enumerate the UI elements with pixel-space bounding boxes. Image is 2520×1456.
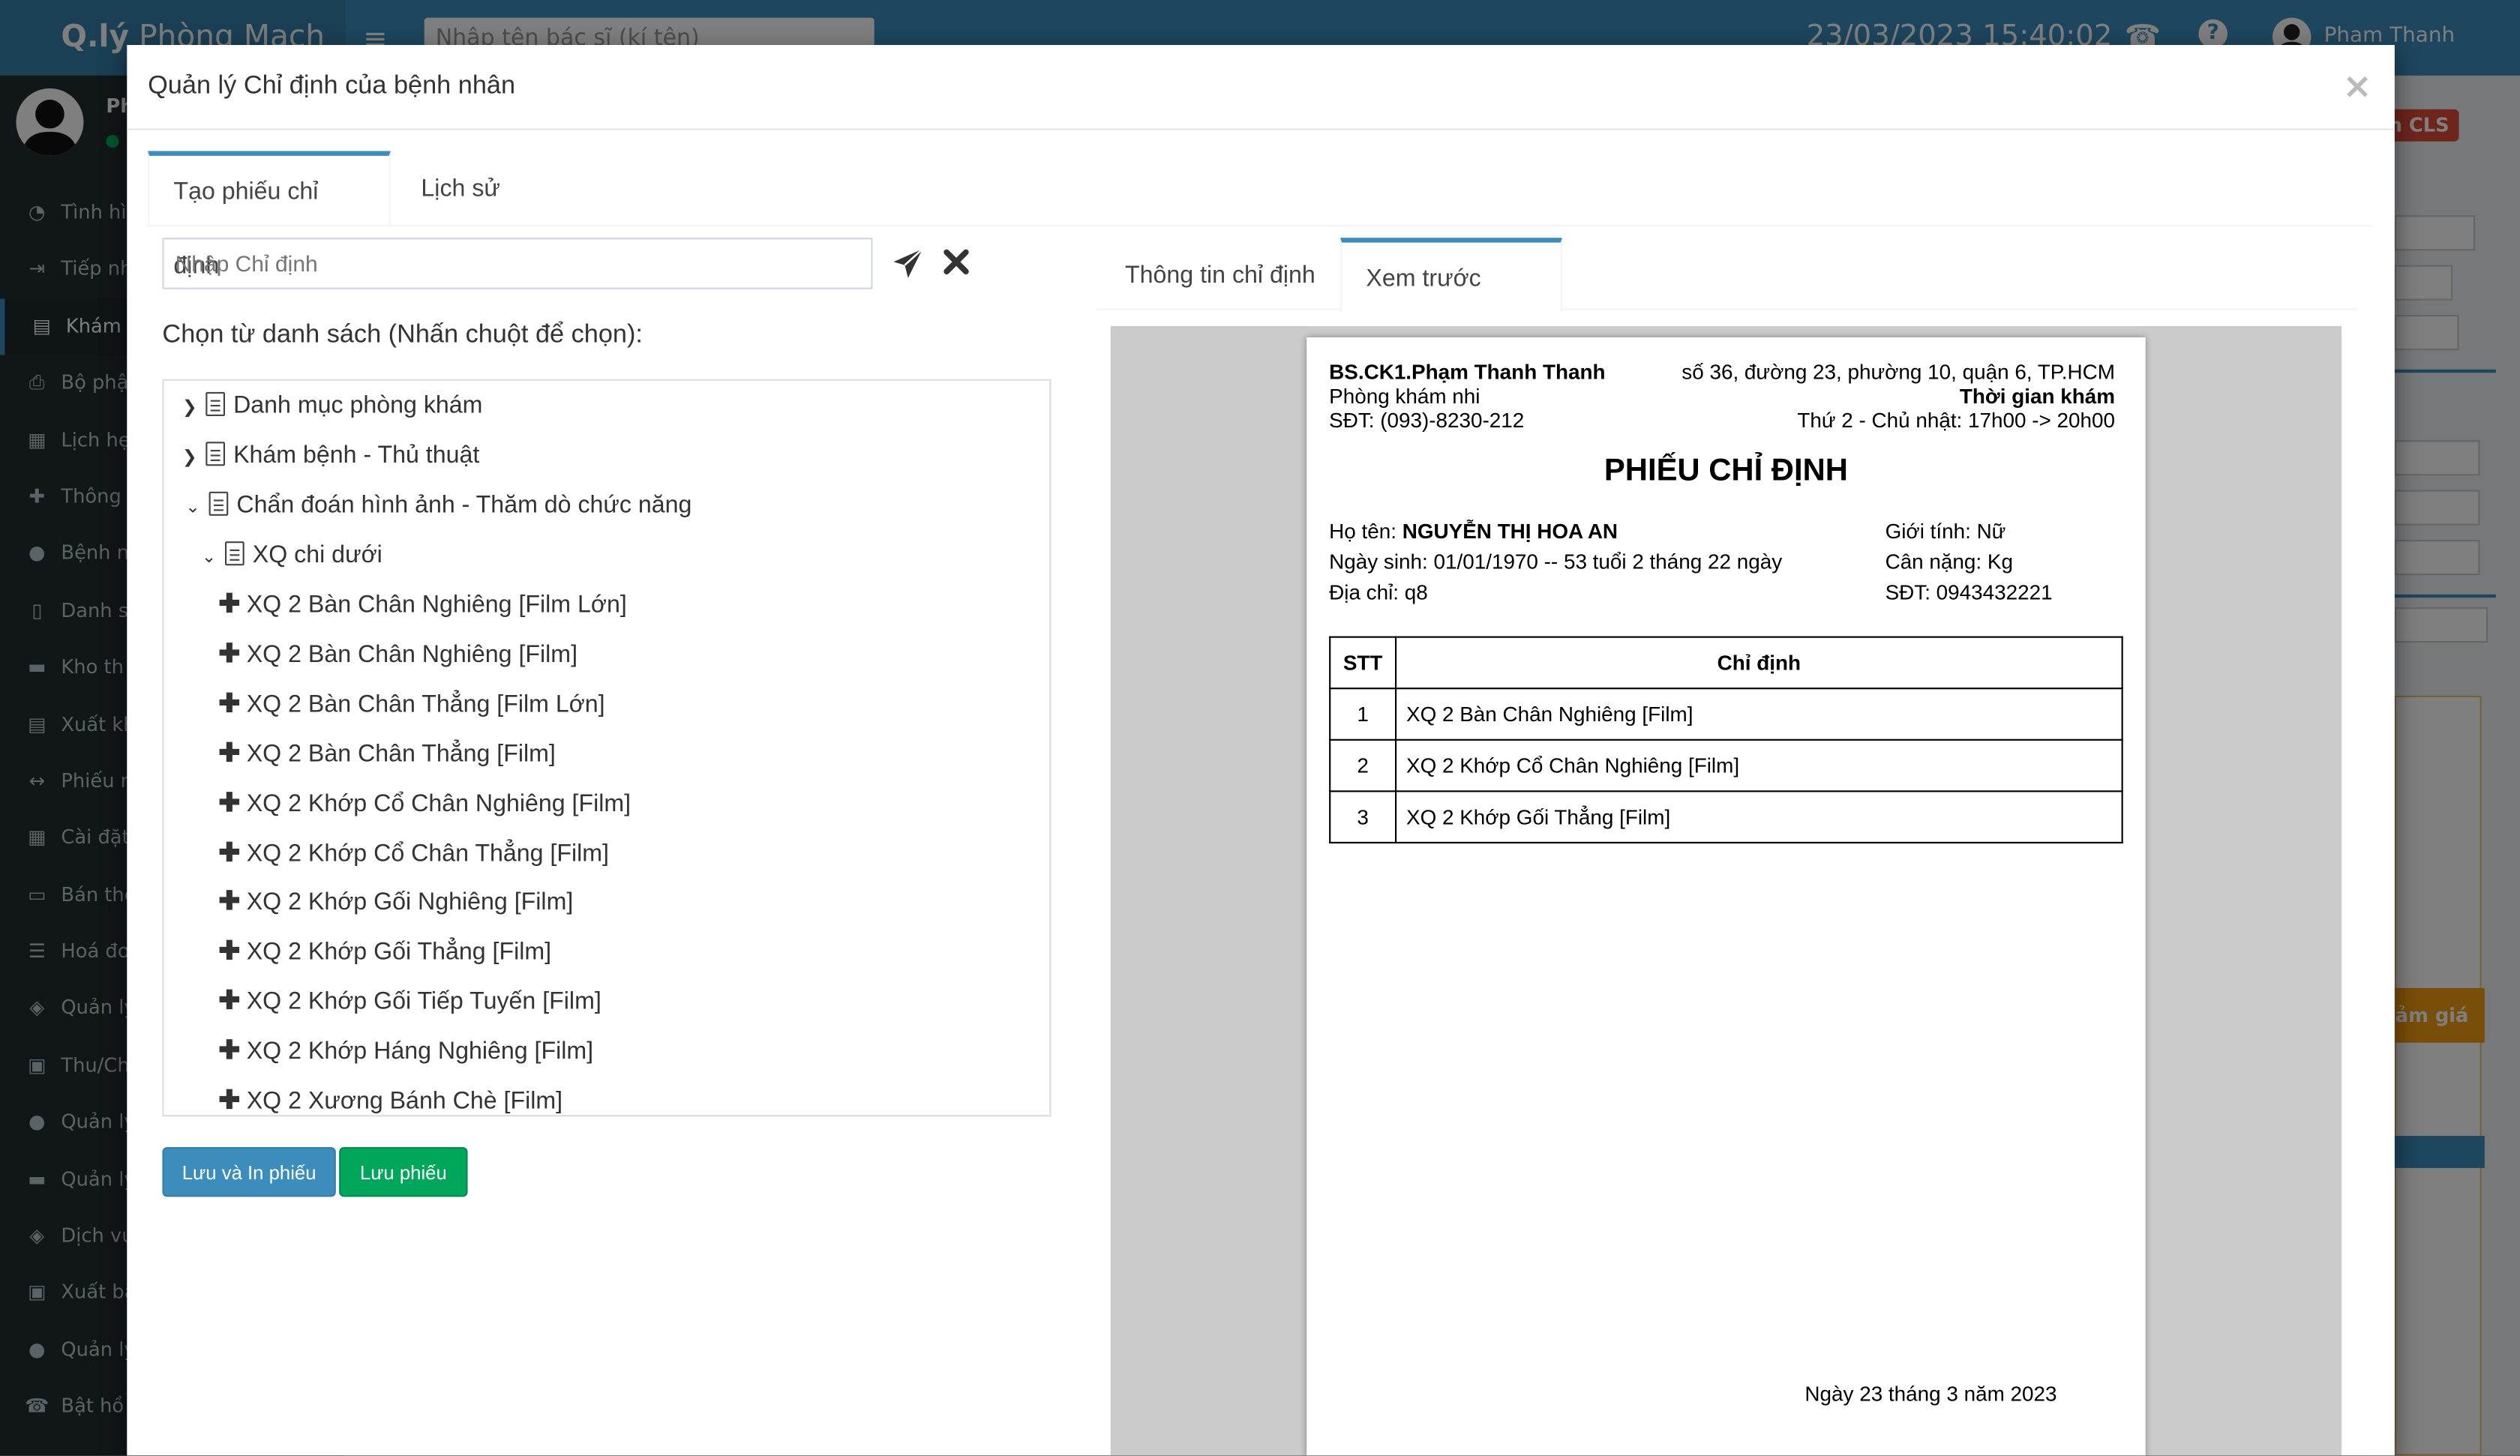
tree-item-label: XQ 2 Khớp Cổ Chân Thẳng [Film]	[246, 839, 609, 867]
tab-preview-slip[interactable]: Xem trước	[1340, 238, 1562, 312]
send-icon[interactable]	[892, 247, 924, 280]
save-button[interactable]: Lưu phiếu	[339, 1147, 467, 1197]
plus-icon[interactable]: ✚	[218, 1087, 241, 1116]
tree-item-label: XQ 2 Khớp Gối Nghiêng [Film]	[246, 888, 574, 917]
tree-item-label: XQ 2 Bàn Chân Thẳng [Film]	[246, 740, 556, 768]
order-input[interactable]	[164, 239, 872, 287]
document-icon	[206, 442, 226, 466]
document-icon	[209, 492, 229, 516]
tree-item[interactable]	[218, 1036, 593, 1068]
slip-clinic: Phòng khám nhi	[1329, 384, 1480, 409]
tree-item[interactable]	[218, 1086, 562, 1117]
tree-category[interactable]	[183, 490, 692, 524]
document-icon	[206, 392, 226, 416]
order-slip	[1306, 337, 2146, 1455]
clear-icon[interactable]	[942, 247, 971, 277]
slip-patient-phone: SĐT: 0943432221	[1885, 580, 2053, 604]
plus-icon[interactable]: ✚	[218, 839, 241, 867]
chevron-down-icon[interactable]: ⌄	[185, 498, 201, 517]
order-tree	[162, 379, 1051, 1117]
slip-gender: Giới tính: Nữ	[1885, 519, 2006, 544]
tree-item-label: XQ 2 Bàn Chân Thẳng [Film Lớn]	[246, 690, 605, 718]
tree-category[interactable]	[180, 391, 482, 424]
row-order-name: XQ 2 Khớp Cổ Chân Nghiêng [Film]	[1396, 740, 2122, 792]
tab-history[interactable]: Lịch sử	[421, 175, 500, 202]
tree-subgroup-label: XQ chi dưới	[252, 541, 382, 569]
save-print-button[interactable]: Lưu và In phiếu	[162, 1147, 335, 1197]
plus-icon[interactable]: ✚	[218, 988, 241, 1016]
tree-item[interactable]	[218, 640, 578, 672]
modal-title: Quản lý Chỉ định của bệnh nhân	[148, 72, 516, 100]
tree-category-label: Danh mục phòng khám	[233, 391, 483, 420]
orders-modal	[127, 45, 2395, 1455]
row-order-name: XQ 2 Khớp Gối Thẳng [Film]	[1396, 791, 2122, 843]
slip-hours-label: Thời gian khám	[1959, 384, 2115, 409]
plus-icon[interactable]: ✚	[218, 939, 241, 966]
tab-order-info[interactable]: Thông tin chỉ định	[1125, 262, 1316, 289]
row-stt: 2	[1330, 740, 1396, 792]
row-stt: 3	[1330, 791, 1396, 843]
row-stt: 1	[1330, 688, 1396, 740]
slip-address: số 36, đường 23, phường 10, quận 6, TP.HCM	[1682, 360, 2115, 385]
slip-date: Ngày 23 tháng 3 năm 2023	[1804, 1381, 2057, 1406]
tree-item-label: XQ 2 Bàn Chân Nghiêng [Film]	[246, 640, 578, 669]
plus-icon[interactable]: ✚	[218, 640, 241, 669]
col-order-name: Chỉ định	[1396, 637, 2122, 689]
tree-category-label: Khám bệnh - Thủ thuật	[233, 442, 480, 469]
tab-create-order[interactable]: Tạo phiếu chỉ định	[148, 151, 391, 225]
slip-weight: Cân nặng: Kg	[1885, 549, 2013, 574]
tree-item-label: XQ 2 Khớp Gối Thẳng [Film]	[246, 939, 552, 966]
slip-patient-name	[1329, 519, 1618, 543]
slip-clinic-phone: SĐT: (093)-8230-212	[1329, 408, 1525, 433]
plus-icon[interactable]: ✚	[218, 789, 241, 817]
chevron-right-icon[interactable]: ❯	[182, 398, 197, 418]
slip-hours: Thứ 2 - Chủ nhật: 17h00 -> 20h00	[1797, 408, 2115, 433]
chevron-down-icon[interactable]: ⌄	[201, 547, 217, 568]
plus-icon[interactable]: ✚	[218, 591, 241, 619]
tree-item[interactable]	[218, 788, 631, 820]
table-row	[1330, 791, 2122, 843]
plus-icon[interactable]: ✚	[218, 740, 241, 768]
preview-tabs	[1096, 238, 2357, 310]
plus-icon[interactable]: ✚	[218, 888, 241, 917]
plus-icon[interactable]: ✚	[218, 690, 241, 718]
order-input-wrapper	[162, 238, 872, 289]
tree-item[interactable]	[218, 838, 609, 870]
row-order-name: XQ 2 Bàn Chân Nghiêng [Film]	[1396, 688, 2122, 740]
slip-title: PHIẾU CHỈ ĐỊNH	[1604, 453, 1848, 489]
tree-item-label: XQ 2 Xương Bánh Chè [Film]	[246, 1087, 563, 1116]
tree-item-label: XQ 2 Khớp Háng Nghiêng [Film]	[246, 1038, 594, 1065]
tree-item[interactable]	[218, 738, 555, 771]
tree-item[interactable]	[218, 987, 601, 1019]
col-stt: STT	[1330, 637, 1396, 689]
table-row	[1330, 688, 2122, 740]
tree-item[interactable]	[218, 689, 604, 721]
choose-from-list-label: Chọn từ danh sách (Nhấn chuột để chọn):	[162, 321, 643, 349]
slip-preview-area[interactable]	[1111, 326, 2342, 1455]
tree-item[interactable]	[218, 888, 573, 920]
slip-doctor: BS.CK1.Phạm Thanh Thanh	[1329, 360, 1606, 385]
slip-patient-address: Địa chỉ: q8	[1329, 580, 1428, 604]
slip-dob: Ngày sinh: 01/01/1970 -- 53 tuổi 2 tháng 22 ngày	[1329, 549, 1783, 574]
tree-item[interactable]	[218, 589, 626, 622]
tree-item-label: XQ 2 Bàn Chân Nghiêng [Film Lớn]	[246, 591, 627, 619]
table-row	[1330, 740, 2122, 792]
table-header-row	[1330, 637, 2122, 689]
patient-name-label: Họ tên:	[1329, 519, 1402, 544]
modal-divider	[127, 128, 2395, 130]
tree-category[interactable]	[180, 440, 479, 474]
plus-icon[interactable]: ✚	[218, 1038, 241, 1065]
chevron-right-icon[interactable]: ❯	[182, 448, 197, 468]
document-icon	[225, 541, 244, 565]
tree-item-label: XQ 2 Khớp Cổ Chân Nghiêng [Film]	[246, 789, 632, 817]
tree-item-label: XQ 2 Khớp Gối Tiếp Tuyến [Film]	[246, 988, 602, 1016]
tree-item[interactable]	[218, 937, 551, 969]
tree-subgroup[interactable]	[200, 540, 382, 574]
patient-name: NGUYỄN THỊ HOA AN	[1402, 519, 1618, 544]
close-icon[interactable]: ×	[2342, 67, 2372, 108]
tree-category-label: Chẩn đoán hình ảnh - Thăm dò chức năng	[236, 491, 692, 520]
slip-orders-table	[1329, 637, 2123, 843]
